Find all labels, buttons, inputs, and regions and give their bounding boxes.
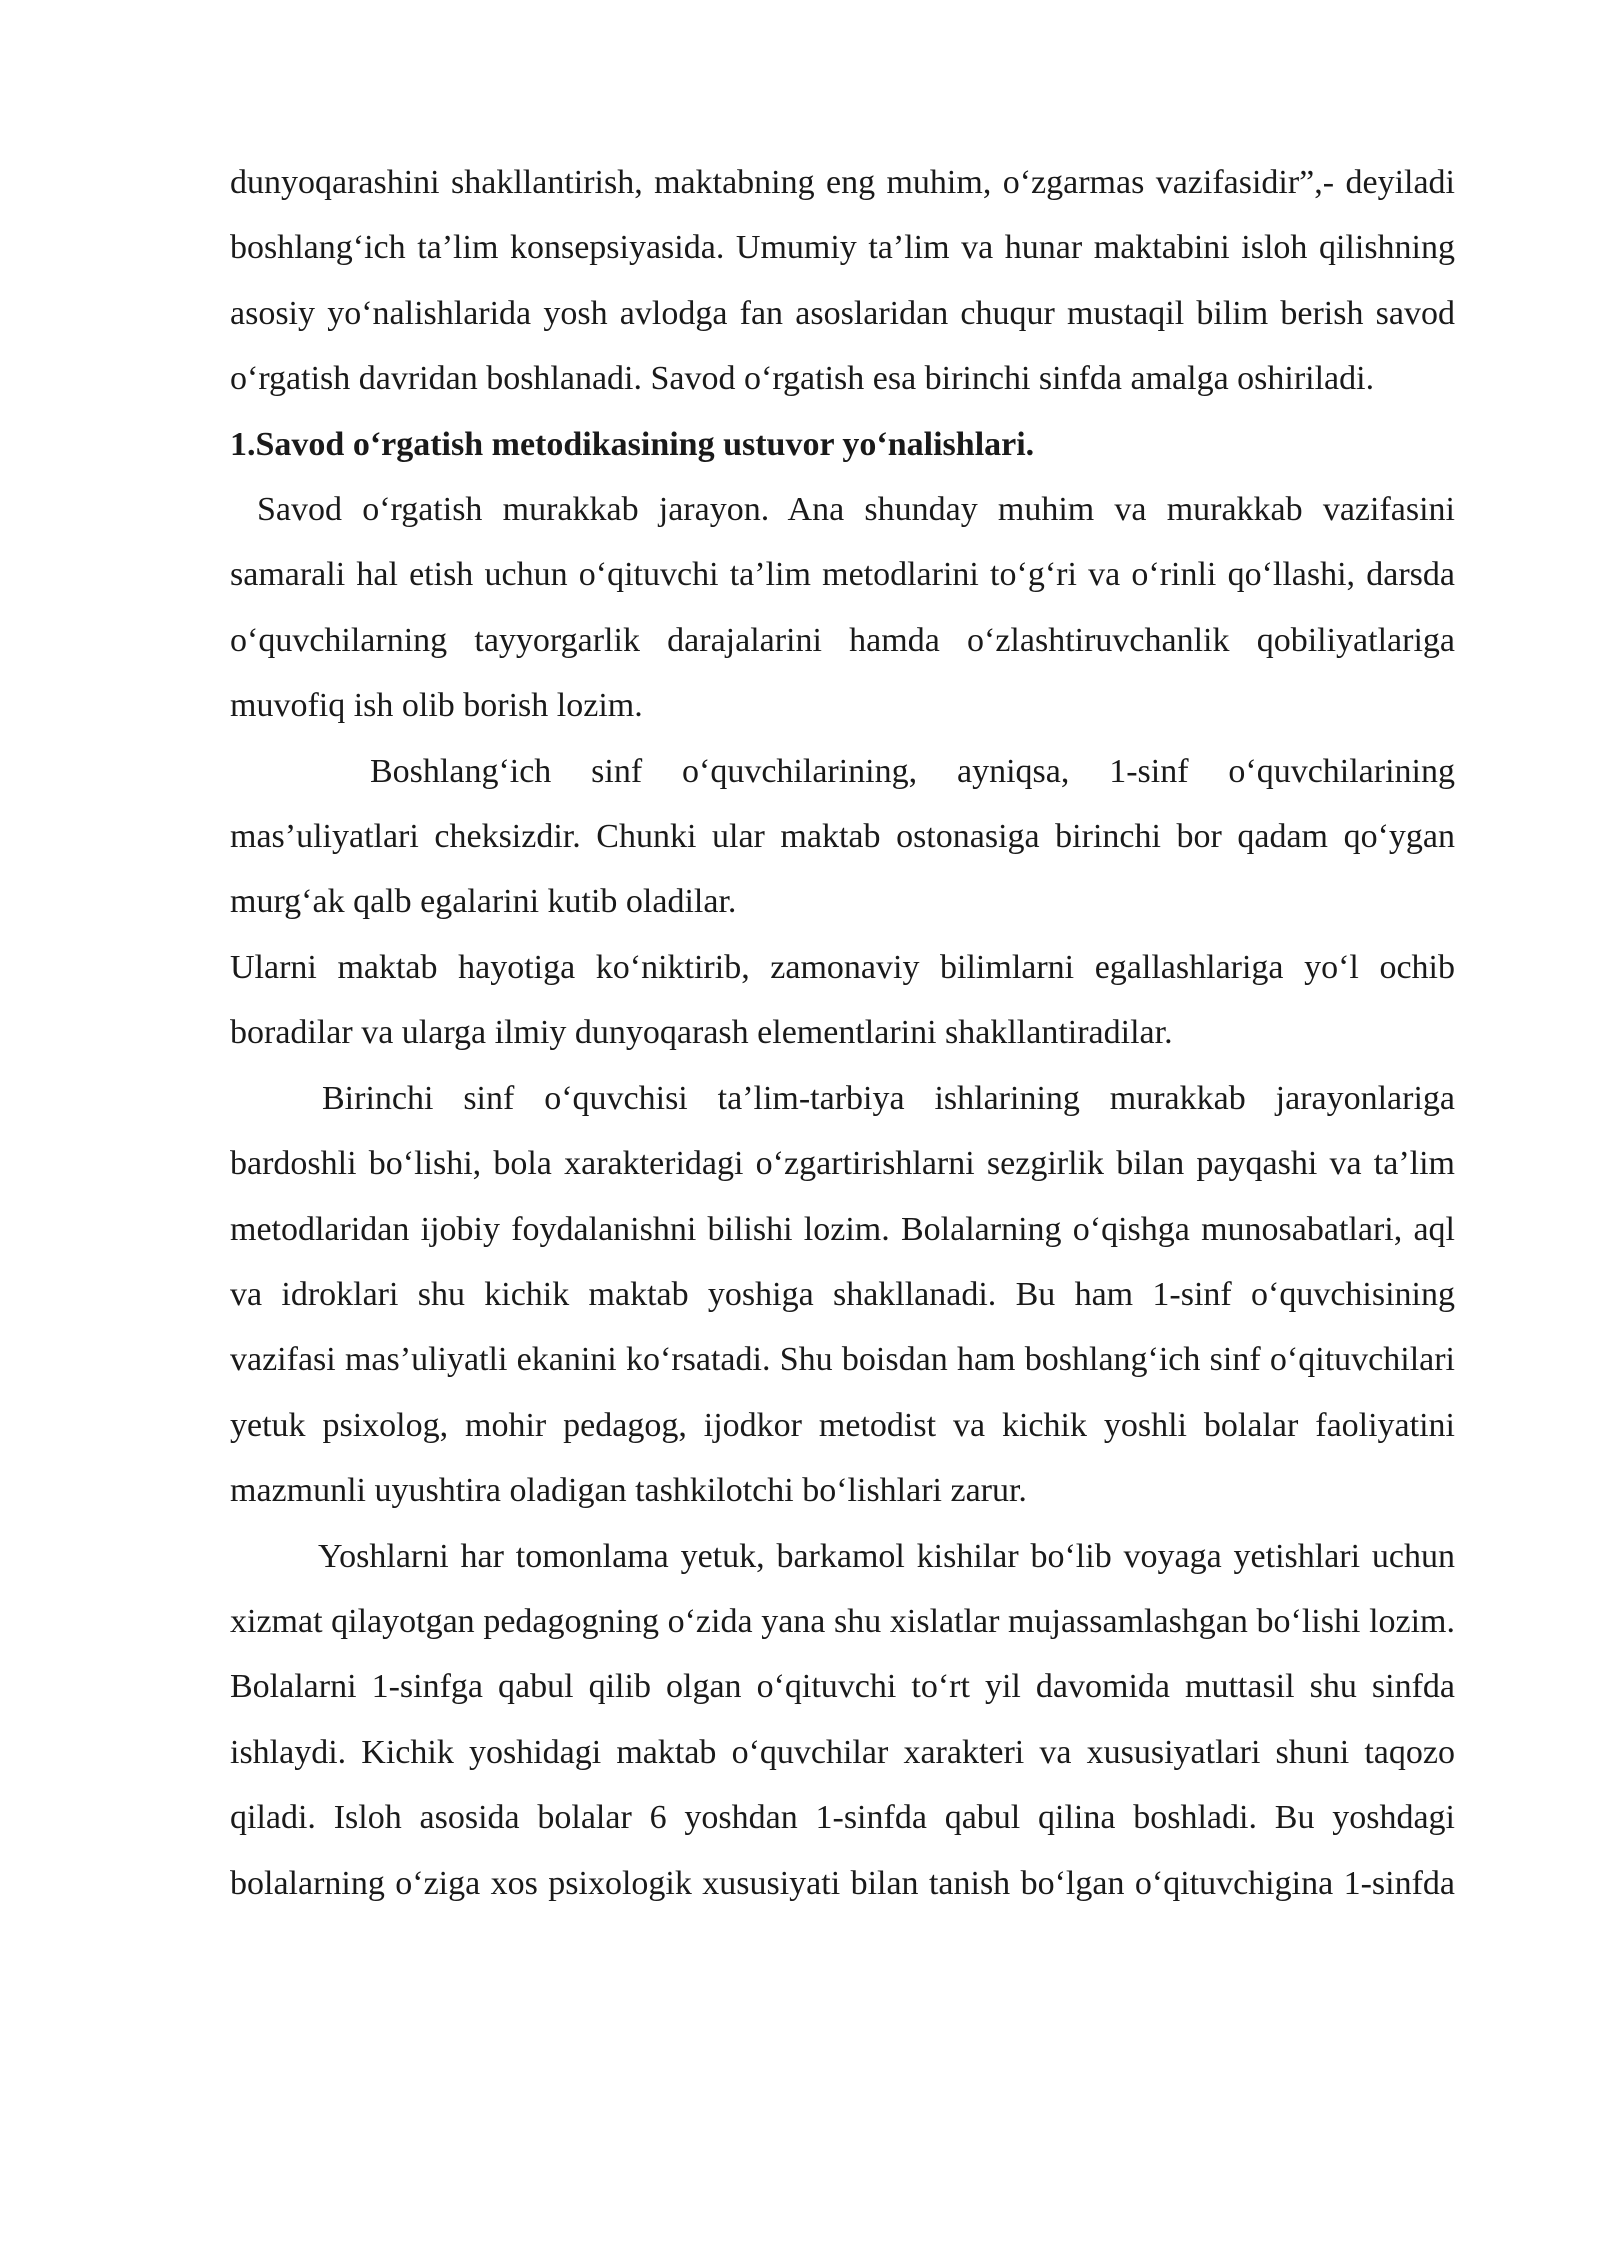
paragraph-savod: Savod o‘rgatish murakkab jarayon. Ana shunday muhim va murakkab vazifasini samarali hal etish uchun o‘qituvchi ta’lim metodlarini to‘g‘ri va o‘rinli qo‘llashi, darsda o‘quvchilarning tayyorgarlik darajalarini hamda o‘zlashtiruvchanlik qobiliyatlariga muvofiq ish olib borish lozim.: [230, 491, 1455, 725]
section-heading: 1.Savod o‘rgatish metodikasining ustuvor yo‘nalishlari.: [230, 425, 1035, 463]
paragraph-yoshlarni: Yoshlarni har tomonlama yetuk, barkamol kishilar bo‘lib voyaga yetishlari uchun xizmat qilayotgan pedagogning o‘zida yana shu xislatlar mujassamlashgan bo‘lishi lozim. Bolalarni 1-sinfga qabul qilib olgan o‘qituvchi to‘rt yil davomida muttasil shu sinfda ishlaydi. Kichik yoshidagi maktab o‘quvchilar xarakteri va xususiyatlari shuni taqozo qiladi. Isloh asosida bolalar 6 yoshdan 1-sinfda qabul qilina boshladi. Bu yoshdagi bolalarning o‘ziga xos psixologik xususiyati bilan tanish bo‘lgan o‘qituvchigina 1-sinfda: [230, 1537, 1455, 1902]
paragraph-intro: dunyoqarashini shakllantirish, maktabning eng muhim, o‘zgarmas vazifasidir”,- deyiladi boshlang‘ich ta’lim konsepsiyasida. Umumiy ta’lim va hunar maktabini isloh qilishning asosiy yo‘nalishlarida yosh avlodga fan asoslaridan chuqur mustaqil bilim berish savod o‘rgatish davridan boshlanadi. Savod o‘rgatish esa birinchi sinfda amalga oshiriladi.: [230, 164, 1455, 398]
paragraph-boshlangich: Boshlang‘ich sinf o‘quvchilarining, ayniqsa, 1-sinf o‘quvchilarining mas’uliyatlari cheksizdir. Chunki ular maktab ostonasiga birinchi bor qadam qo‘ygan murg‘ak qalb egalarini kutib oladilar.: [230, 752, 1455, 921]
paragraph-birinchi-sinf: Birinchi sinf o‘quvchisi ta’lim-tarbiya ishlarining murakkab jarayonlariga bardoshli bo‘lishi, bola xarakteridagi o‘zgartirishlarni sezgirlik bilan payqashi va ta’lim metodlaridan ijobiy foydalanishni bilishi lozim. Bolalarning o‘qishga munosabatlari, aql va idroklari shu kichik maktab yoshiga shakllanadi. Bu ham 1-sinf o‘quvchisining vazifasi mas’uliyatli ekanini ko‘rsatadi. Shu boisdan ham boshlang‘ich sinf o‘qituvchilari yetuk psixolog, mohir pedagog, ijodkor metodist va kichik yoshli bolalar faoliyatini mazmunli uyushtira oladigan tashkilotchi bo‘lishlari zarur.: [230, 1079, 1455, 1510]
document-page: [230, 150, 1455, 2150]
paragraph-ularni: Ularni maktab hayotiga ko‘niktirib, zamonaviy bilimlarni egallashlariga yo‘l ochib boradilar va ularga ilmiy dunyoqarash elementlarini shakllantiradilar.: [230, 948, 1455, 1052]
